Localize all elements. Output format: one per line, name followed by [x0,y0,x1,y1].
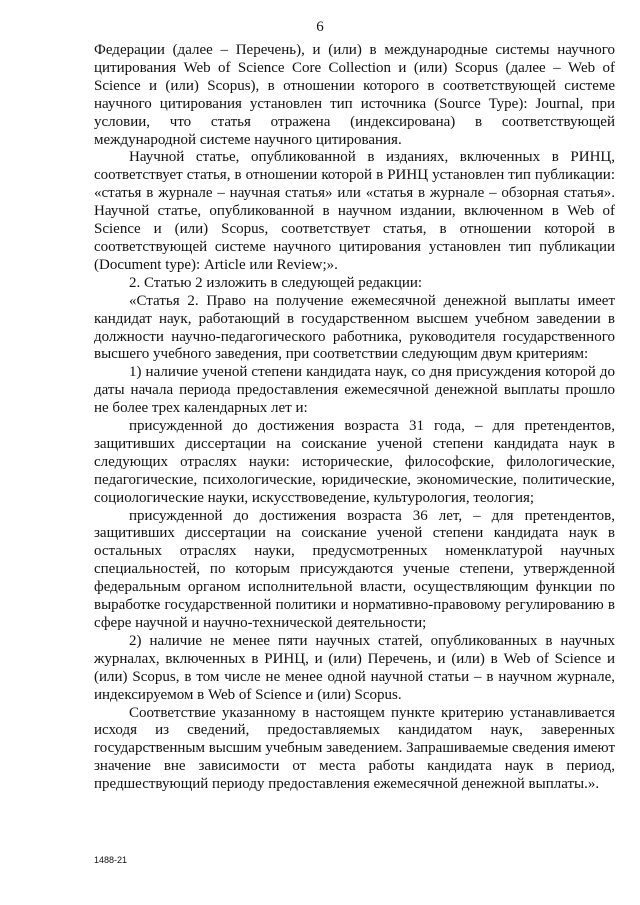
paragraph-age-31: присужденной до достижения возраста 31 года, – для претендентов, защитивших диссертации на соискание ученой степени кандидата наук в следующих отраслях науки: исторические, философские, филологические, педагогические, психологические, юридические, экономические, политические, социологические науки, искусствоведение, культурология, теология; [94,418,615,506]
paragraph-amendment-heading: 2. Статью 2 изложить в следующей редакции: [129,274,423,291]
paragraph-compliance: Соответствие указанному в настоящем пункте критерию устанавливается исходя из сведений, предоставляемых кандидатом наук, заверенных государственным высшим учебным заведением. Запрашиваемые сведения имеют значение вне зависимости от места работы кандидата наук в период, предшествующий периоду предоставления ежемесячной денежной выплаты.». [94,704,615,793]
paragraph-perechen-continuation: Федерации (далее – Перечень), и (или) в международные системы научного цитирования Web of Science Core Collection и (или) Scopus (далее – Web of Science и (или) Scopus), в отношении которого в соответствующей системе научного цитирования установлен тип источника (Source Type): Journal, при условии, что статья отражена (индексирована) в соответствующей международной системе научного цитирования. [94,42,615,148]
page-number: 6 [316,19,324,35]
paragraph-criterion-2: 2) наличие не менее пяти научных статей, опубликованных в научных журналах, включенных в РИНЦ, и (или) Перечень, и (или) в Web of Science и (или) Scopus, в том числе не менее одной научной статьи – в научном журнале, индексируемом в Web of Science и (или) Scopus. [94,632,615,703]
paragraph-criterion-1: 1) наличие ученой степени кандидата наук, со дня присуждения которой до даты начала периода предоставления ежемесячной денежной выплаты прошло не более трех календарных лет и: [94,364,615,417]
document-code: 1488-21 [94,855,128,865]
paragraph-article-2: «Статья 2. Право на получение ежемесячной денежной выплаты имеет кандидат наук, работающий в государственном высшем учебном заведении в должности научно-педагогического работника, руководителя государственного высшего учебного заведения, при соответствии следующим двум критериям: [94,292,615,363]
document-body [94,42,615,794]
paragraph-age-36: присужденной до достижения возраста 36 лет, – для претендентов, защитивших диссертации на соискание ученой степени кандидата наук в остальных отраслях науки, предусмотренных номенклатурой научных специальностей, по которым присуждаются ученые степени, утвержденной федеральным органом исполнительной власти, осуществляющим функции по выработке государственной политики и нормативно-правовому регулированию в сфере научной и научно-технической деятельности; [94,507,615,631]
paragraph-article-types: Научной статье, опубликованной в изданиях, включенных в РИНЦ, соответствует статья, в отношении которой в РИНЦ установлен тип публикации: «статья в журнале – научная статья» или «статья в журнале – обзорная статья». Научной статье, опубликованной в научном издании, включенном в Web of Science и (или) Scopus, соответствует статья, в отношении которой в соответствующей системе научного цитирования установлен тип публикации (Document type): Article или Review;». [94,149,615,273]
